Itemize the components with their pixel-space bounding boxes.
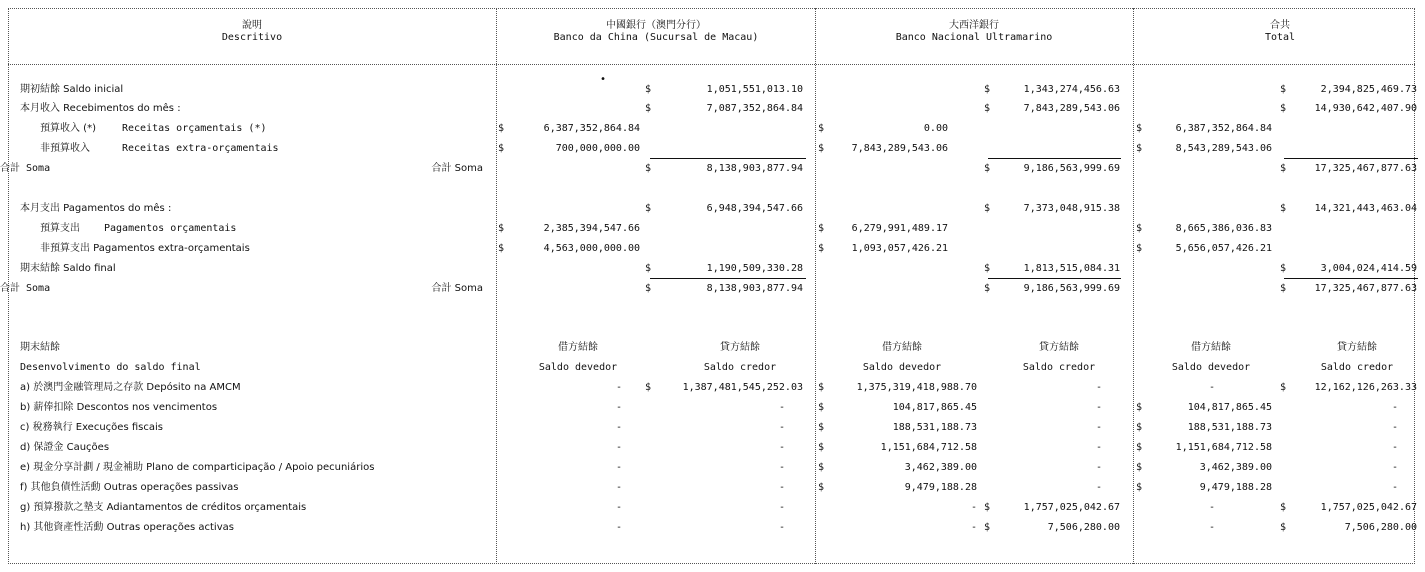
bc-value: 8,138,903,877.94 xyxy=(706,283,803,294)
currency-sign: $ xyxy=(1136,482,1143,493)
empty-dash: - xyxy=(970,502,977,513)
sum-rule xyxy=(650,278,806,279)
detail-bnu-deb-value: 1,375,319,418,988.70 xyxy=(856,382,977,393)
empty-dash: - xyxy=(970,522,977,533)
total-value: 2,394,825,469.73 xyxy=(1320,84,1417,95)
row-label-pagam: 本月支出 Pagamentos do mês : xyxy=(20,203,172,214)
detail-cred-pt: Saldo credor xyxy=(703,362,777,373)
sum-rule xyxy=(1284,278,1418,279)
detail-row-label: d) 保證金 Cauções xyxy=(20,442,110,453)
bc-value: 7,087,352,864.84 xyxy=(706,103,803,114)
bc-value: 8,138,903,877.94 xyxy=(706,163,803,174)
empty-dash: - xyxy=(615,502,622,513)
header-bc-pt: Banco da China (Sucursal de Macau) xyxy=(553,32,759,43)
total-value: 14,930,642,407.90 xyxy=(1314,103,1417,114)
row-label-zh: 預算支出 xyxy=(40,223,80,234)
empty-dash: - xyxy=(778,502,785,513)
detail-title-zh: 期末結餘 xyxy=(20,342,60,353)
detail-cred-zh: 貸方結餘 xyxy=(1337,342,1377,353)
currency-sign: $ xyxy=(1136,402,1143,413)
detail-tot-deb-value: 188,531,188.73 xyxy=(1187,422,1272,433)
currency-sign: $ xyxy=(645,263,652,274)
detail-bnu-cred-value: 1,757,025,042.67 xyxy=(1023,502,1120,513)
detail-deb-zh: 借方結餘 xyxy=(1191,342,1231,353)
bc-value: 700,000,000.00 xyxy=(555,143,640,154)
currency-sign: $ xyxy=(984,283,991,294)
bc-value: 1,190,509,330.28 xyxy=(706,263,803,274)
detail-title-pt: Desenvolvimento do saldo final xyxy=(20,362,201,373)
detail-tot-cred-value: 1,757,025,042.67 xyxy=(1320,502,1417,513)
currency-sign: $ xyxy=(818,422,825,433)
currency-sign: $ xyxy=(818,143,825,154)
currency-sign: $ xyxy=(1280,84,1287,95)
currency-sign: $ xyxy=(498,243,505,254)
soma-label: 合計 Soma xyxy=(431,163,483,174)
detail-row-label: g) 預算撥款之墊支 Adiantamentos de créditos orçamentais xyxy=(20,502,307,513)
currency-sign: $ xyxy=(1280,163,1287,174)
empty-dash: - xyxy=(615,422,622,433)
detail-tot-cred-value: 12,162,126,263.33 xyxy=(1314,382,1417,393)
currency-sign: $ xyxy=(1136,442,1143,453)
detail-row-label: f) 其他負債性活動 Outras operações passivas xyxy=(20,482,239,493)
currency-sign: $ xyxy=(818,382,825,393)
currency-sign: $ xyxy=(984,103,991,114)
bnu-value: 0.00 xyxy=(923,123,948,134)
currency-sign: $ xyxy=(645,103,652,114)
currency-sign: $ xyxy=(1136,462,1143,473)
currency-sign: $ xyxy=(984,502,991,513)
detail-row-label: a) 於澳門金融管理局之存款 Depósito na AMCM xyxy=(20,382,241,393)
detail-bnu-deb-value: 1,151,684,712.58 xyxy=(880,442,977,453)
empty-dash: - xyxy=(615,442,622,453)
detail-tot-deb-value: 9,479,188.28 xyxy=(1199,482,1272,493)
row-label-saldo_inicial: 期初結餘 Saldo inicial xyxy=(20,84,124,95)
empty-dash: - xyxy=(778,442,785,453)
column-divider xyxy=(815,8,816,564)
bc-value: 4,563,000,000.00 xyxy=(543,243,640,254)
empty-dash: - xyxy=(1208,382,1215,393)
empty-dash: - xyxy=(1391,442,1398,453)
stray-mark: • xyxy=(600,74,607,85)
currency-sign: $ xyxy=(645,283,652,294)
row-label-receb: 本月收入 Recebimentos do mês : xyxy=(20,103,181,114)
sum-rule xyxy=(988,278,1121,279)
total-value: 8,543,289,543.06 xyxy=(1175,143,1272,154)
detail-deb-pt: Saldo devedor xyxy=(1171,362,1251,373)
detail-row-label: h) 其他資產性活動 Outras operações activas xyxy=(20,522,234,533)
empty-dash: - xyxy=(1391,402,1398,413)
detail-row-label: e) 現金分享計劃 / 現金補助 Plano de comparticipação / Apoio pecuniários xyxy=(20,462,375,473)
bc-value: 6,387,352,864.84 xyxy=(543,123,640,134)
detail-bnu-cred-value: 7,506,280.00 xyxy=(1047,522,1120,533)
empty-dash: - xyxy=(778,402,785,413)
total-value: 17,325,467,877.63 xyxy=(1314,283,1417,294)
currency-sign: $ xyxy=(818,243,825,254)
currency-sign: $ xyxy=(1136,422,1143,433)
bnu-value: 6,279,991,489.17 xyxy=(851,223,948,234)
sum-rule xyxy=(650,158,806,159)
empty-dash: - xyxy=(778,482,785,493)
currency-sign: $ xyxy=(984,203,991,214)
bnu-value: 7,843,289,543.06 xyxy=(1023,103,1120,114)
currency-sign: $ xyxy=(984,163,991,174)
detail-row-label: b) 薪俸扣除 Descontos nos vencimentos xyxy=(20,402,218,413)
detail-tot-deb-value: 1,151,684,712.58 xyxy=(1175,442,1272,453)
currency-sign: $ xyxy=(645,203,652,214)
header-divider xyxy=(8,64,1415,65)
detail-tot-cred-value: 7,506,280.00 xyxy=(1344,522,1417,533)
empty-dash: - xyxy=(778,462,785,473)
bnu-value: 9,186,563,999.69 xyxy=(1023,283,1120,294)
currency-sign: $ xyxy=(818,482,825,493)
currency-sign: $ xyxy=(818,402,825,413)
currency-sign: $ xyxy=(1136,123,1143,134)
empty-dash: - xyxy=(1095,462,1102,473)
column-divider xyxy=(496,8,497,564)
total-value: 8,665,386,036.83 xyxy=(1175,223,1272,234)
currency-sign: $ xyxy=(1280,203,1287,214)
currency-sign: $ xyxy=(1280,502,1287,513)
currency-sign: $ xyxy=(818,123,825,134)
header-total-zh: 合共 xyxy=(1270,20,1290,31)
total-value: 3,004,024,414.59 xyxy=(1320,263,1417,274)
empty-dash: - xyxy=(1095,422,1102,433)
currency-sign: $ xyxy=(1136,243,1143,254)
empty-dash: - xyxy=(615,382,622,393)
currency-sign: $ xyxy=(818,223,825,234)
currency-sign: $ xyxy=(1136,143,1143,154)
empty-dash: - xyxy=(615,522,622,533)
currency-sign: $ xyxy=(1280,522,1287,533)
header-bnu-zh: 大西洋銀行 xyxy=(949,20,999,31)
detail-bnu-deb-value: 188,531,188.73 xyxy=(892,422,977,433)
empty-dash: - xyxy=(1095,442,1102,453)
empty-dash: - xyxy=(1208,502,1215,513)
bnu-value: 1,093,057,426.21 xyxy=(851,243,948,254)
detail-bnu-deb-value: 104,817,865.45 xyxy=(892,402,977,413)
empty-dash: - xyxy=(1095,482,1102,493)
detail-bnu-deb-value: 3,462,389.00 xyxy=(904,462,977,473)
empty-dash: - xyxy=(778,522,785,533)
row-label-saldo_final: 期末結餘 Saldo final xyxy=(20,263,116,274)
detail-deb-pt: Saldo devedor xyxy=(862,362,942,373)
total-value: 14,321,443,463.04 xyxy=(1314,203,1417,214)
header-bc-zh: 中國銀行（澳門分行） xyxy=(606,20,706,31)
soma-label: 合計 Soma xyxy=(431,283,483,294)
text: 合計 Soma xyxy=(0,283,51,294)
detail-cred-zh: 貸方結餘 xyxy=(1039,342,1079,353)
bnu-value: 1,343,274,456.63 xyxy=(1023,84,1120,95)
currency-sign: $ xyxy=(1280,283,1287,294)
bnu-value: 7,373,048,915.38 xyxy=(1023,203,1120,214)
header-bnu-pt: Banco Nacional Ultramarino xyxy=(895,32,1053,43)
currency-sign: $ xyxy=(818,462,825,473)
bc-value: 6,948,394,547.66 xyxy=(706,203,803,214)
column-divider xyxy=(1133,8,1134,564)
bnu-value: 7,843,289,543.06 xyxy=(851,143,948,154)
currency-sign: $ xyxy=(645,382,652,393)
bnu-value: 1,813,515,084.31 xyxy=(1023,263,1120,274)
header-total-pt: Total xyxy=(1264,32,1296,43)
empty-dash: - xyxy=(1095,402,1102,413)
total-value: 6,387,352,864.84 xyxy=(1175,123,1272,134)
detail-deb-pt: Saldo devedor xyxy=(538,362,618,373)
empty-dash: - xyxy=(1095,382,1102,393)
detail-row-label: c) 稅務執行 Execuções fiscais xyxy=(20,422,163,433)
row-label-zh: 非預算收入 xyxy=(40,143,90,154)
text: 合計 Soma xyxy=(0,163,51,174)
detail-bc-cred-value: 1,387,481,545,252.03 xyxy=(682,382,803,393)
empty-dash: - xyxy=(1391,482,1398,493)
detail-bnu-deb-value: 9,479,188.28 xyxy=(904,482,977,493)
detail-cred-zh: 貸方結餘 xyxy=(720,342,760,353)
currency-sign: $ xyxy=(818,442,825,453)
currency-sign: $ xyxy=(645,163,652,174)
empty-dash: - xyxy=(1391,422,1398,433)
row-label-pt: Pagamentos orçamentais xyxy=(104,223,237,234)
empty-dash: - xyxy=(615,402,622,413)
header-descritivo-zh: 說明 xyxy=(242,20,262,31)
currency-sign: $ xyxy=(498,143,505,154)
detail-deb-zh: 借方結餘 xyxy=(558,342,598,353)
currency-sign: $ xyxy=(1280,263,1287,274)
bc-value: 1,051,551,013.10 xyxy=(706,84,803,95)
empty-dash: - xyxy=(1391,462,1398,473)
detail-tot-deb-value: 104,817,865.45 xyxy=(1187,402,1272,413)
row-label-zh: 預算收入 (*) xyxy=(40,123,96,134)
sum-rule xyxy=(1284,158,1418,159)
detail-tot-deb-value: 3,462,389.00 xyxy=(1199,462,1272,473)
bnu-value: 9,186,563,999.69 xyxy=(1023,163,1120,174)
currency-sign: $ xyxy=(984,84,991,95)
empty-dash: - xyxy=(778,422,785,433)
empty-dash: - xyxy=(615,482,622,493)
currency-sign: $ xyxy=(645,84,652,95)
sum-rule xyxy=(988,158,1121,159)
currency-sign: $ xyxy=(498,223,505,234)
header-descritivo-pt: Descritivo xyxy=(221,32,283,43)
detail-cred-pt: Saldo credor xyxy=(1022,362,1096,373)
currency-sign: $ xyxy=(1280,382,1287,393)
empty-dash: - xyxy=(1208,522,1215,533)
currency-sign: $ xyxy=(984,522,991,533)
row-label-pag-extra: 非預算支出 Pagamentos extra-orçamentais xyxy=(40,243,250,254)
detail-cred-pt: Saldo credor xyxy=(1320,362,1394,373)
row-label-pt: Receitas orçamentais (*) xyxy=(122,123,267,134)
currency-sign: $ xyxy=(1280,103,1287,114)
total-value: 5,656,057,426.21 xyxy=(1175,243,1272,254)
currency-sign: $ xyxy=(1136,223,1143,234)
detail-deb-zh: 借方結餘 xyxy=(882,342,922,353)
empty-dash: - xyxy=(615,462,622,473)
total-value: 17,325,467,877.63 xyxy=(1314,163,1417,174)
row-label-pt: Receitas extra-orçamentais xyxy=(122,143,279,154)
currency-sign: $ xyxy=(984,263,991,274)
currency-sign: $ xyxy=(498,123,505,134)
bc-value: 2,385,394,547.66 xyxy=(543,223,640,234)
